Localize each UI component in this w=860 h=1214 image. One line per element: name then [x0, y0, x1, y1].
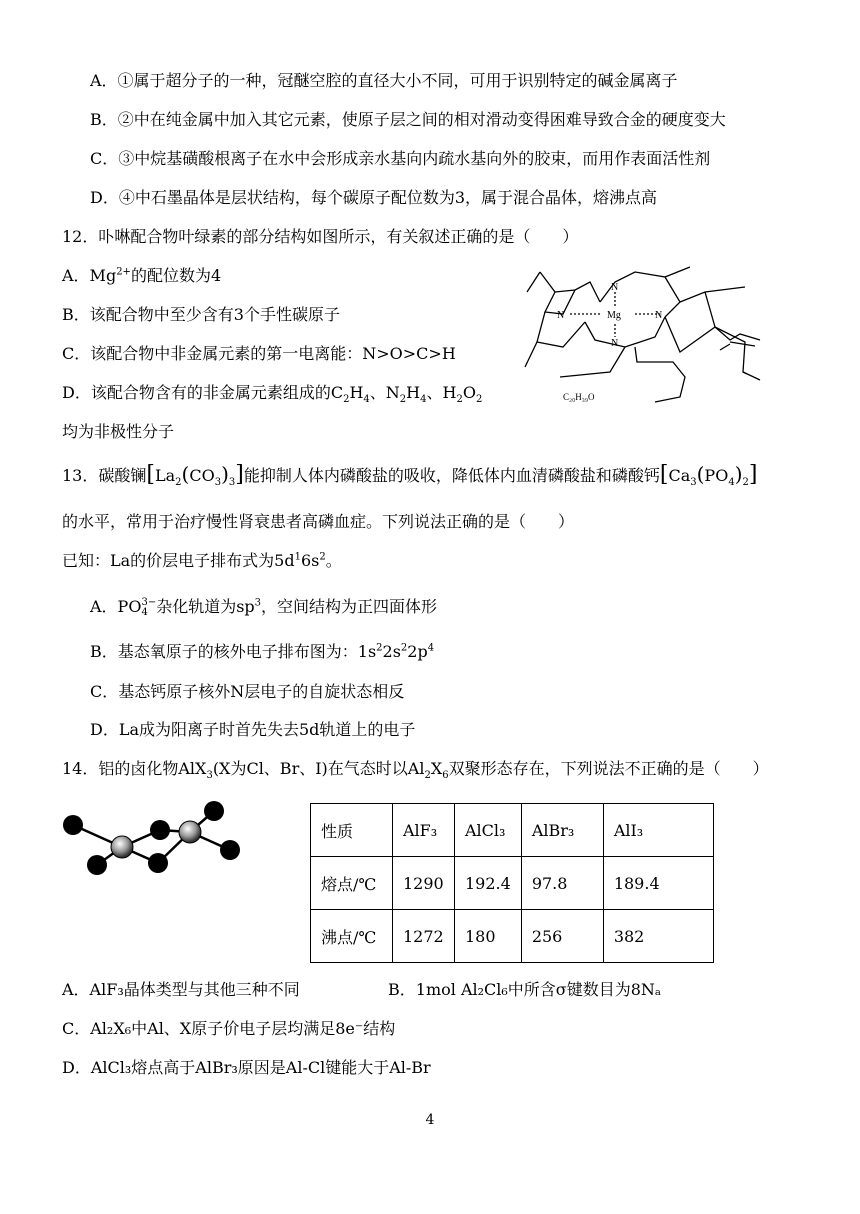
al2x6-dimer-figure: [55, 795, 255, 885]
table-cell: 沸点/℃: [311, 910, 393, 963]
magnesium-label: Mg: [607, 310, 621, 321]
q13-option-b: B．基态氧原子的核外电子排布图为：$1s^22s^22p^4$: [90, 642, 435, 661]
q11-option-c: C．③中烷基磺酸根离子在水中会形成亲水基向内疏水基向外的胶束，而用作表面活性剂: [90, 149, 711, 168]
table-header-cell: AlBr₃: [521, 804, 603, 857]
q12-option-d-continued: 均为非极性分子: [62, 422, 175, 441]
q12-option-c: C．该配合物中非金属元素的第一电离能：N>O>C>H: [62, 344, 456, 363]
nitrogen-label-right: N: [655, 310, 663, 321]
q13-option-d: D．La成为阳离子时首先失去5d轨道上的电子: [90, 720, 416, 739]
q14-option-a: A．AlF₃晶体类型与其他三种不同: [62, 980, 300, 999]
table-header-cell: AlCl₃: [455, 804, 522, 857]
q13-stem-line2: 的水平，常用于治疗慢性肾衰患者高磷血症。下列说法正确的是（ ）: [62, 512, 575, 531]
table-cell: 382: [603, 910, 713, 963]
q13-option-c: C．基态钙原子核外N层电子的自旋状态相反: [90, 682, 405, 701]
halogen-atom: [148, 853, 168, 873]
q12-stem: 12．卟啉配合物叶绿素的部分结构如图所示，有关叙述正确的是（ ）: [62, 227, 579, 246]
halogen-atom: [204, 801, 224, 821]
table-cell: 熔点/℃: [311, 857, 393, 910]
table-cell: 192.4: [455, 857, 522, 910]
halogen-atom: [220, 840, 240, 860]
table-cell: 189.4: [603, 857, 713, 910]
q11-option-b: B．②中在纯金属中加入其它元素，使原子层之间的相对滑动变得困难导致合金的硬度变大: [90, 110, 726, 129]
q14-option-d: D．AlCl₃熔点高于AlBr₃原因是Al-Cl键能大于Al-Br: [62, 1058, 431, 1077]
q13-option-a: A．PO 3− 4 杂化轨道为$sp^3$，空间结构为正四面体形: [90, 596, 438, 618]
nitrogen-label-bottom: N: [611, 338, 619, 349]
q11-option-a: A．①属于超分子的一种，冠醚空腔的直径大小不同，可用于识别特定的碱金属离子: [90, 71, 678, 90]
q13-known: 已知：La的价层电子排布式为$5d^16s^2$。: [62, 551, 342, 570]
aluminum-atom: [179, 821, 201, 843]
table-header-row: [311, 804, 714, 857]
q13-stem-line1: 13．碳酸镧$[La_2(CO_3)_3]$能抑制人体内磷酸盐的吸收，降低体内血清磷酸盐和磷酸钙$[Ca_3(PO_4)_2]$: [62, 462, 758, 489]
aluminum-halide-properties-table: [310, 803, 714, 963]
q12-option-b: B．该配合物中至少含有3个手性碳原子: [62, 305, 340, 324]
table-cell: 256: [521, 910, 603, 963]
table-cell: 1290: [393, 857, 455, 910]
q14-option-c: C．Al₂X₆中Al、X原子价电子层均满足8e⁻结构: [62, 1019, 396, 1038]
table-header-cell: AlI₃: [603, 804, 713, 857]
halogen-atom: [150, 820, 170, 840]
aluminum-atom: [111, 836, 133, 858]
q14-option-b: B．1mol Al₂Cl₆中所含σ键数目为8Nₐ: [388, 980, 662, 999]
q12-option-a: A．$Mg^{2+}$的配位数为4: [62, 266, 222, 285]
q14-stem: 14．铝的卤化物AlX$_3$(X为Cl、Br、I)在气态时以$Al_2X_6$双聚形态存在，下列说法不正确的是（ ）: [62, 759, 769, 782]
table-header-cell: 性质: [311, 804, 393, 857]
chlorophyll-structure-figure: [515, 262, 775, 412]
table-row: [311, 910, 714, 963]
q12-option-d: D．该配合物含有的非金属元素组成的$C_2H_4$、$N_2H_4$、$H_2O_2$: [62, 383, 483, 406]
table-header-cell: AlF₃: [393, 804, 455, 857]
q11-option-d: D．④中石墨晶体是层状结构，每个碳原子配位数为3，属于混合晶体，熔沸点高: [90, 188, 658, 207]
page-number: 4: [425, 1112, 435, 1128]
table-cell: 97.8: [521, 857, 603, 910]
table-cell: 180: [455, 910, 522, 963]
phytyl-label: C₂₀H₃₉O: [563, 392, 595, 402]
halogen-atom: [63, 815, 83, 835]
nitrogen-label-left: N: [557, 310, 565, 321]
halogen-atom: [87, 855, 107, 875]
table-row: [311, 857, 714, 910]
table-cell: 1272: [393, 910, 455, 963]
nitrogen-label-top: N: [611, 282, 619, 293]
